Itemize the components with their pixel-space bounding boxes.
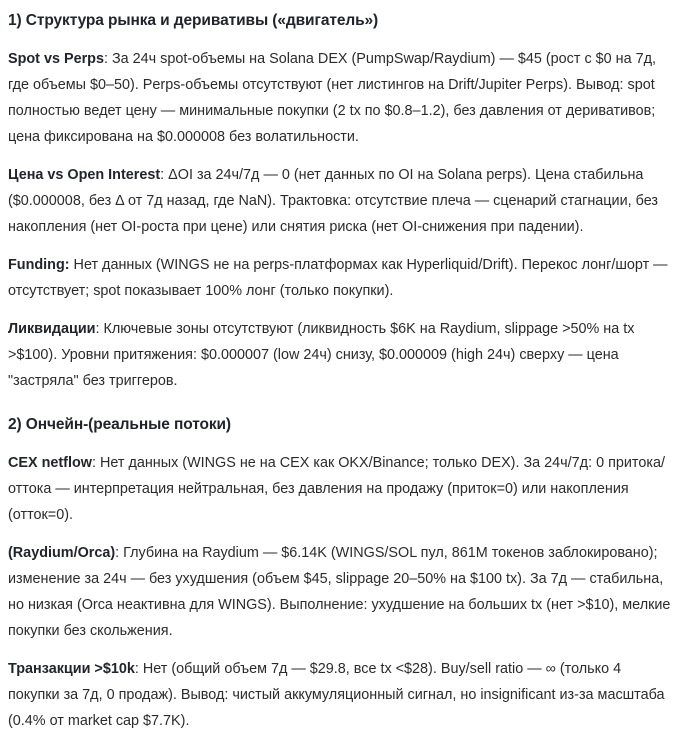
section-heading-2: 2) Ончейн-(реальные потоки) [8,416,231,433]
paragraph-text-raydium-orca: : Глубина на Raydium — $6.14K (WINGS/SOL пул, 861M токенов заблокировано); изменение за 24ч — без ухудшения (объем $45, slippage 20–50% на $100 tx). За 7д — стабильна, но низкая (Orca неактивна для WINGS). Выполнение: ухудшение на больших tx (нет >$10), мелкие покупки без скольжения. [8,545,671,639]
paragraph-text-spot-vs-perps: : За 24ч spot-объемы на Solana DEX (PumpSwap/Raydium) — $45 (рост с $0 на 7д, где объемы $0–50). Perps-объемы отсутствуют (нет листингов на Drift/Jupiter Perps). Вывод: spot полностью ведет цену — минимальные покупки (2 tx по $0.8–1.2), без давления от деривативов; цена фиксирована на $0.000008 без волатильности. [8,51,656,145]
paragraph-label-transactions-over-10k: Транзакции >$10k [8,661,135,677]
paragraph-transactions-over-10k [8,656,672,734]
paragraph-text-price-vs-open-interest: : ΔOI за 24ч/7д — 0 (нет данных по OI на Solana perps). Цена стабильна ($0.000008, без Δ от 7д назад, где NaN). Трактовка: отсутствие плеча — сценарий стагнации, без накопления (нет OI-роста при цене) или снятия риска (нет OI-снижения при падении). [8,167,658,235]
spacer [8,528,672,540]
paragraph-funding [8,252,672,304]
paragraph-spot-vs-perps [8,46,672,150]
spacer [8,150,672,162]
spacer [8,32,672,46]
paragraph-label-spot-vs-perps: Spot vs Perps [8,51,104,67]
paragraph-label-cex-netflow: CEX netflow [8,455,92,471]
spacer [8,644,672,656]
paragraph-label-funding: Funding: [8,257,70,273]
paragraph-liquidations [8,316,672,394]
paragraph-text-transactions-over-10k: : Нет (общий объем 7д — $29.8, все tx <$28). Buy/sell ratio — ∞ (только 4 покупки за 7д, 0 продаж). Вывод: чистый аккумуляционный сигнал, но insignificant из-за масштаба (0.4% от market cap $7.7K). [8,661,665,729]
paragraph-text-liquidations: : Ключевые зоны отсутствуют (ликвидность $6K на Raydium, slippage >50% на tx >$100). Уровни притяжения: $0.000007 (low 24ч) снизу, $0.000009 (high 24ч) сверху — цена "застряла" без триггеров. [8,321,635,389]
spacer [8,304,672,316]
paragraph-text-funding: Нет данных (WINGS не на perps-платформах как Hyperliquid/Drift). Перекос лонг/шорт — отсутствует; spot показывает 100% лонг (только покупки). [8,257,668,299]
spacer [8,394,672,410]
spacer [8,436,672,450]
paragraph-raydium-orca [8,540,672,644]
paragraph-label-raydium-orca: (Raydium/Orca) [8,545,116,561]
paragraph-price-vs-open-interest [8,162,672,240]
spacer [8,240,672,252]
paragraph-cex-netflow [8,450,672,528]
paragraph-label-liquidations: Ликвидации [8,321,96,337]
section-heading-1: 1) Структура рынка и деривативы («двигатель») [8,12,379,29]
paragraph-text-cex-netflow: : Нет данных (WINGS не на CEX как OKX/Binance; только DEX). За 24ч/7д: 0 притока/оттока — интерпретация нейтральная, без давления на продажу (приток=0) или накопления (отток=0). [8,455,665,523]
paragraph-label-price-vs-open-interest: Цена vs Open Interest [8,167,161,183]
